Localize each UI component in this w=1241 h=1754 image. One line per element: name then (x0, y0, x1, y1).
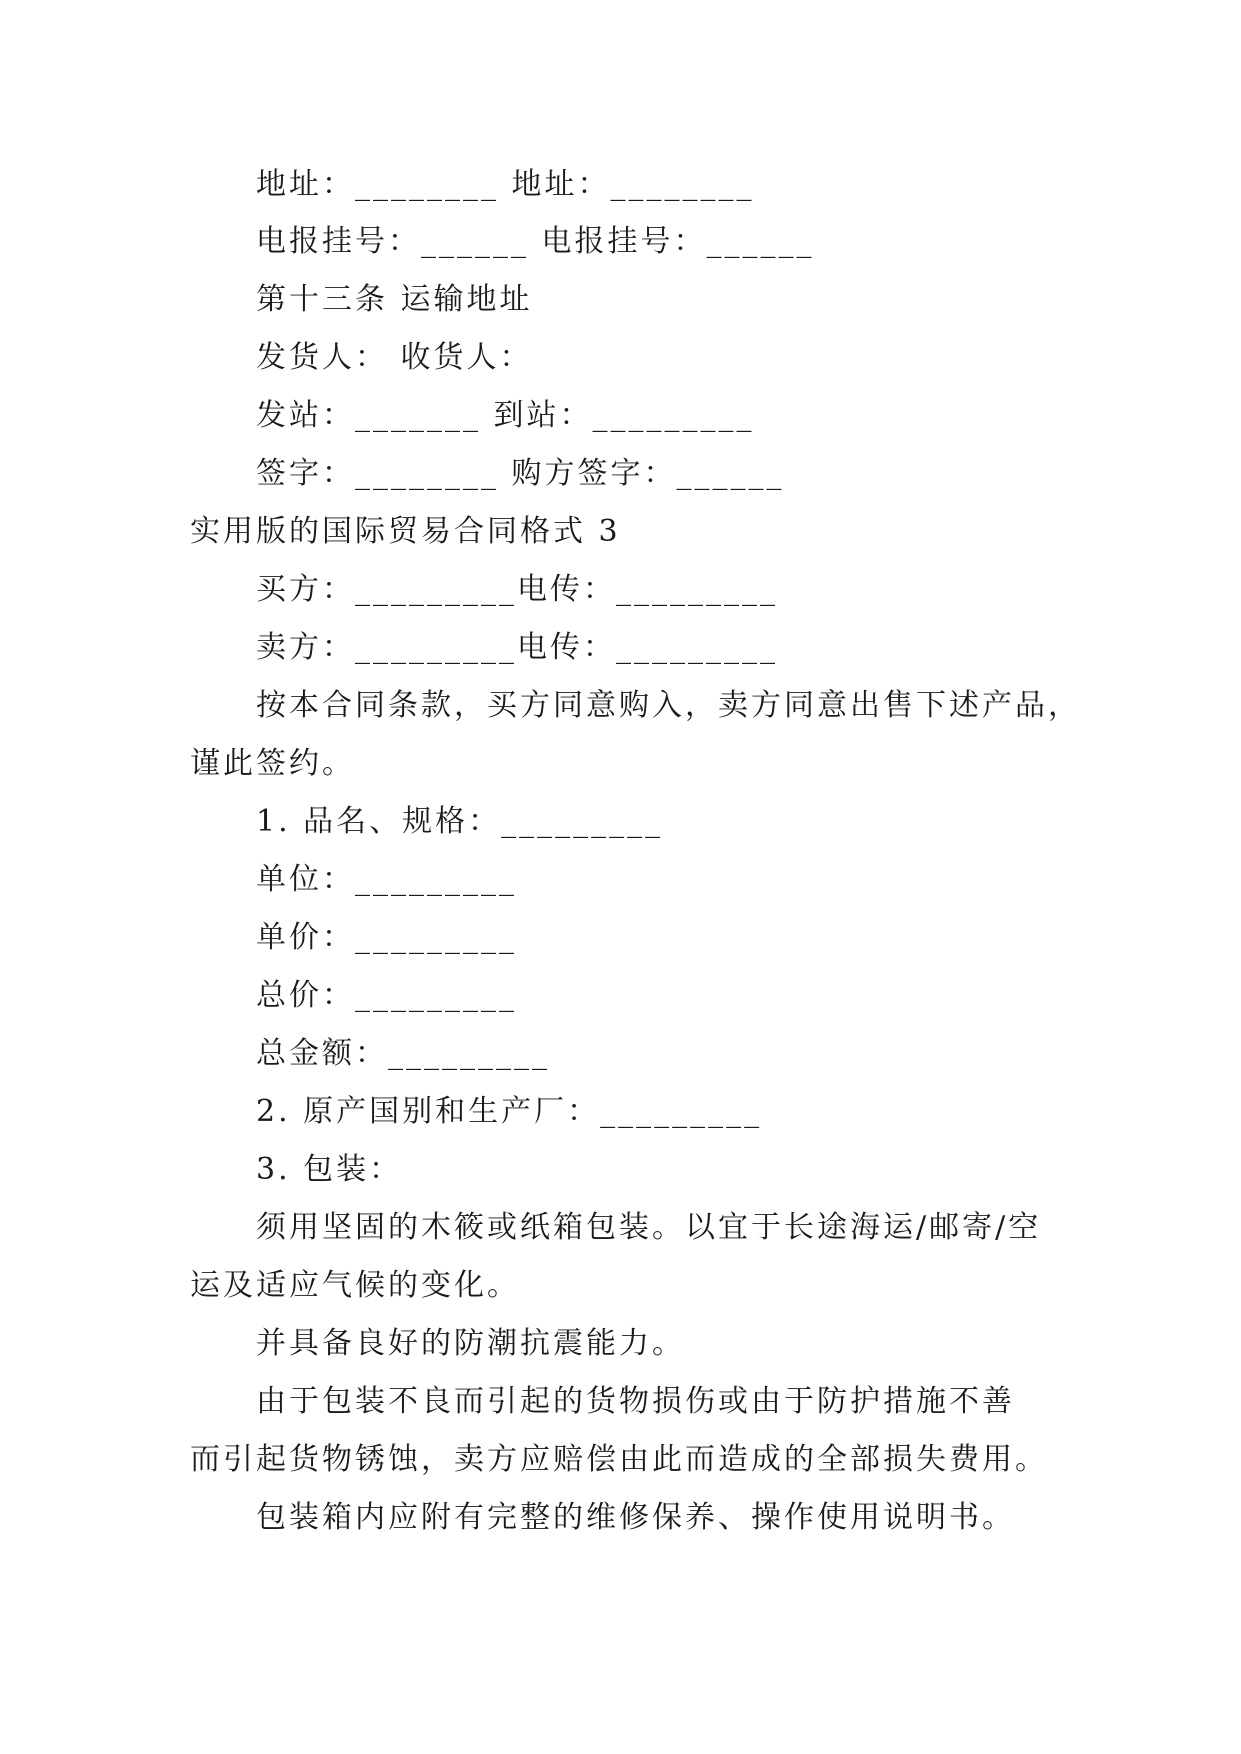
seller-line: 卖方：_________电传：_________ (256, 630, 778, 665)
item-name-spec-line: 1. 品名、规格：_________ (256, 804, 664, 839)
total-price-line: 总价：_________ (256, 978, 517, 1013)
packing-paragraph-line-2: 运及适应气候的变化。 (190, 1268, 520, 1303)
damage-paragraph-line-2: 而引起货物锈蚀，卖方应赔偿由此而造成的全部损失费用。 (190, 1442, 1048, 1477)
damage-paragraph-line-1: 由于包装不良而引起的货物损伤或由于防护措施不善 (256, 1384, 1015, 1419)
moisture-shock-line: 并具备良好的防潮抗震能力。 (256, 1326, 685, 1361)
origin-manufacturer-line: 2. 原产国别和生产厂：_________ (256, 1094, 763, 1129)
buyer-line: 买方：_________电传：_________ (256, 572, 778, 607)
agreement-paragraph-line-2: 谨此签约。 (190, 746, 355, 781)
packing-paragraph-line-1: 须用坚固的木筱或纸箱包装。以宜于长途海运/邮寄/空 (256, 1210, 1042, 1245)
packing-heading: 3. 包装： (256, 1152, 403, 1187)
consignor-consignee-line: 发货人： 收货人： (256, 340, 533, 375)
section-title: 实用版的国际贸易合同格式 3 (190, 514, 621, 549)
signature-line: 签字：________ 购方签字：______ (256, 456, 785, 491)
total-amount-line: 总金额：_________ (256, 1036, 550, 1071)
address-line: 地址：________ 地址：________ (256, 167, 755, 202)
article-13-heading: 第十三条 运输地址 (256, 282, 533, 317)
agreement-paragraph-line-1: 按本合同条款，买方同意购入，卖方同意出售下述产品， (256, 688, 1081, 723)
unit-price-line: 单价：_________ (256, 920, 517, 955)
unit-line: 单位：_________ (256, 862, 517, 897)
telegraph-line: 电报挂号：______ 电报挂号：______ (256, 224, 815, 259)
stations-line: 发站：_______ 到站：_________ (256, 398, 755, 433)
manual-line: 包装箱内应附有完整的维修保养、操作使用说明书。 (256, 1500, 1015, 1535)
